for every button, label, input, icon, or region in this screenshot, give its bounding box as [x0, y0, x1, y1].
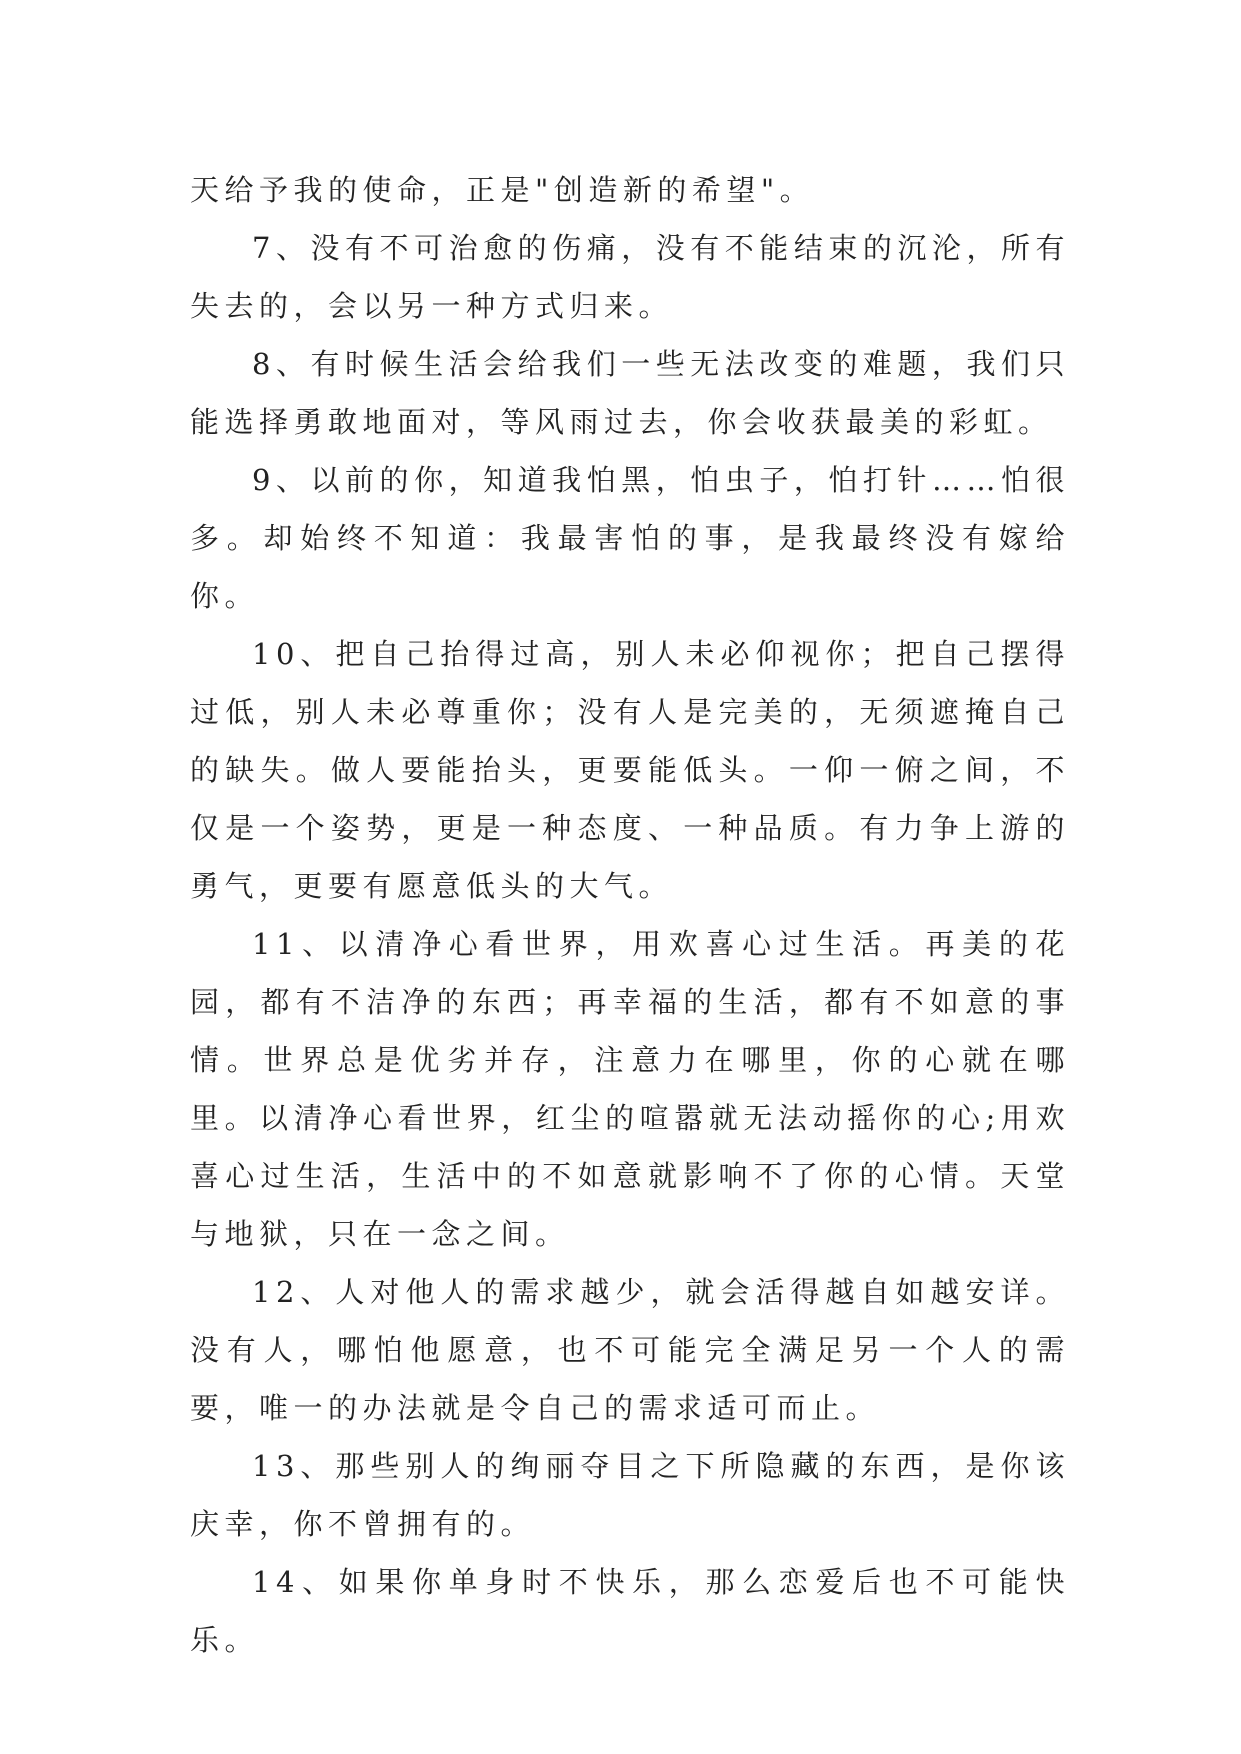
paragraph-12: 12、人对他人的需求越少，就会活得越自如越安详。没有人，哪怕他愿意，也不可能完全满足另一个人的需要，唯一的办法就是令自己的需求适可而止。	[190, 1275, 1070, 1425]
paragraph-continuation: 天给予我的使命，正是"创造新的希望"。	[190, 173, 815, 207]
paragraph-8: 8、有时候生活会给我们一些无法改变的难题，我们只能选择勇敢地面对，等风雨过去，你会收获最美的彩虹。	[190, 347, 1070, 439]
document-body	[190, 161, 1070, 1669]
paragraph-11: 11、以清净心看世界，用欢喜心过生活。再美的花园，都有不洁净的东西；再幸福的生活，都有不如意的事情。世界总是优劣并存，注意力在哪里，你的心就在哪里。以清净心看世界，红尘的喧嚣就无法动摇你的心;用欢喜心过生活，生活中的不如意就影响不了你的心情。天堂与地狱，只在一念之间。	[190, 927, 1070, 1251]
paragraph-13: 13、那些别人的绚丽夺目之下所隐藏的东西，是你该庆幸，你不曾拥有的。	[190, 1449, 1070, 1541]
paragraph-14: 14、如果你单身时不快乐，那么恋爱后也不可能快乐。	[190, 1565, 1070, 1657]
paragraph-9: 9、以前的你，知道我怕黑，怕虫子，怕打针……怕很多。却始终不知道：我最害怕的事，是我最终没有嫁给你。	[190, 463, 1070, 613]
paragraph-10: 10、把自己抬得过高，别人未必仰视你；把自己摆得过低，别人未必尊重你；没有人是完美的，无须遮掩自己的缺失。做人要能抬头，更要能低头。一仰一俯之间，不仅是一个姿势，更是一种态度、一种品质。有力争上游的勇气，更要有愿意低头的大气。	[190, 637, 1070, 903]
paragraph-7: 7、没有不可治愈的伤痛，没有不能结束的沉沦，所有失去的，会以另一种方式归来。	[190, 231, 1070, 323]
